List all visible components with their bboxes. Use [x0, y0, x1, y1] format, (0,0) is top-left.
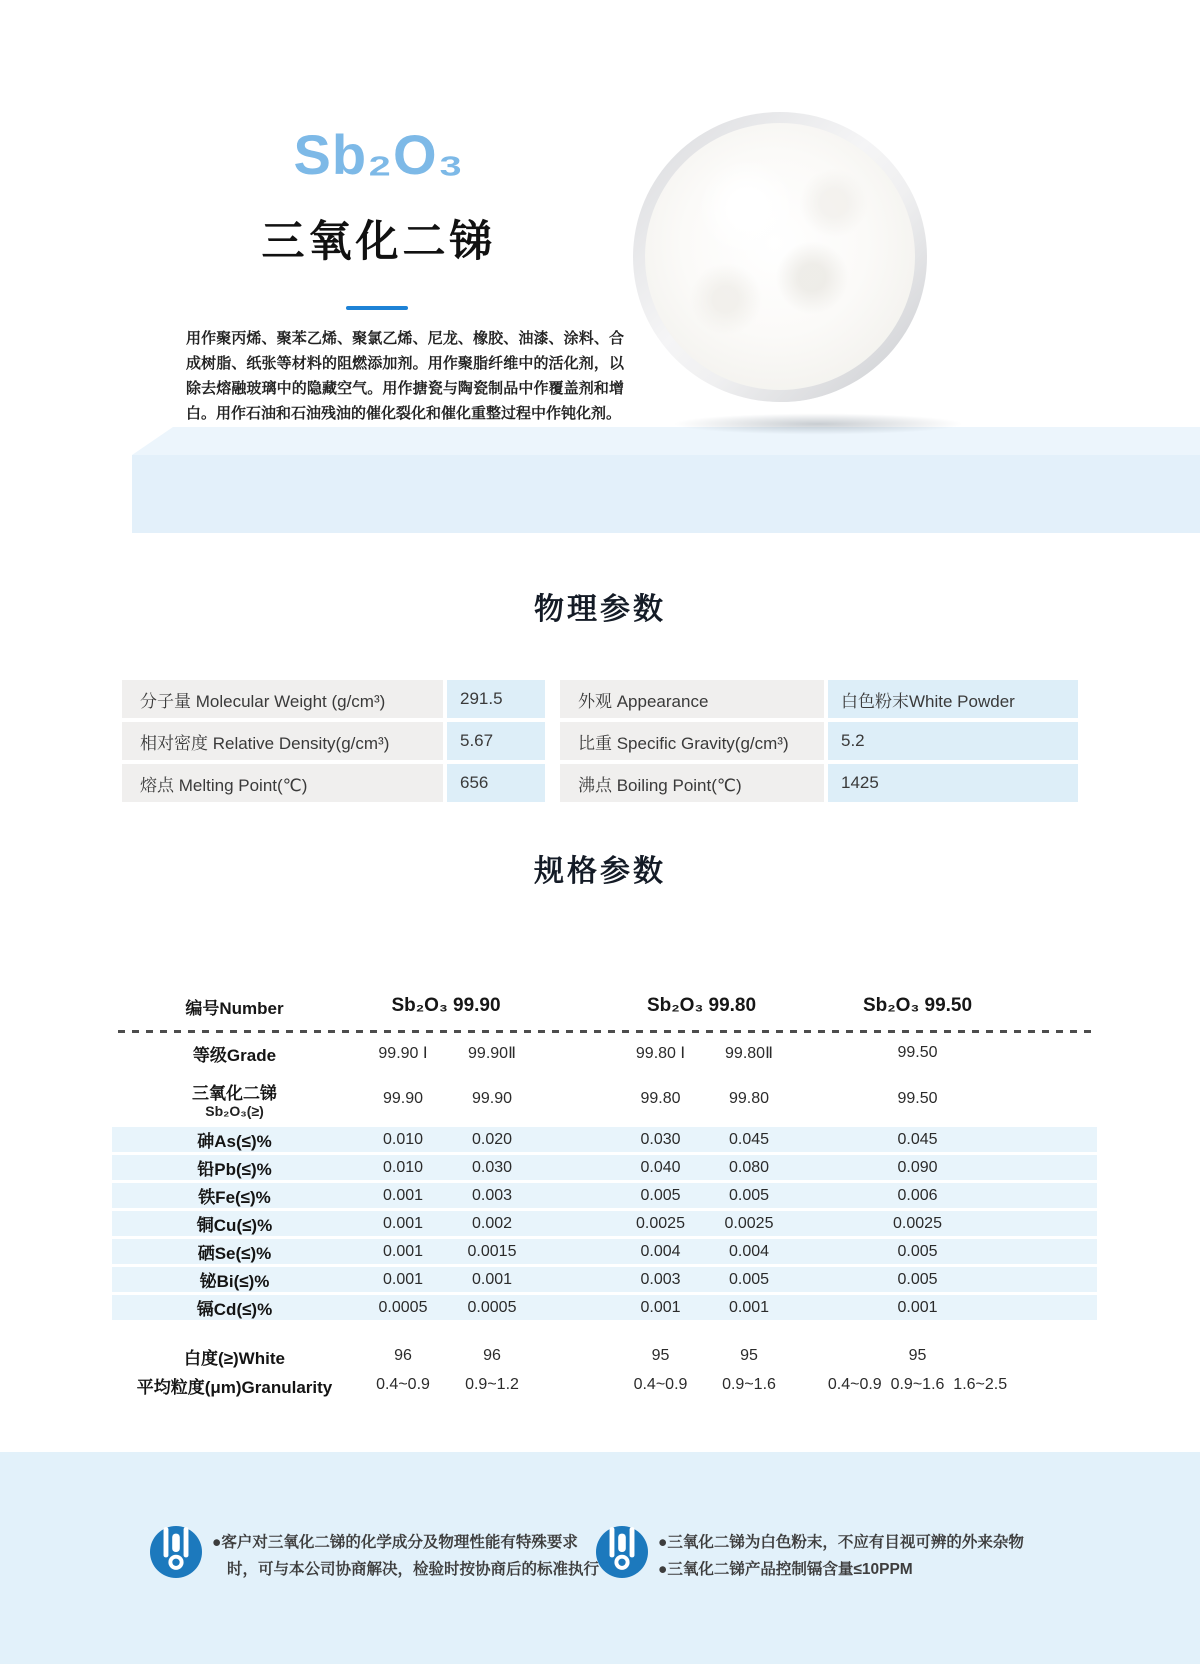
- spec-row-label: 铅Pb(≤)%: [197, 1160, 272, 1179]
- spec-cell: 0.005: [897, 1270, 938, 1288]
- spec-cell: 99.90: [382, 1090, 424, 1107]
- physical-value: 白色粉末White Powder: [828, 680, 1078, 718]
- spec-cell: 0.090: [897, 1158, 938, 1176]
- spec-cell: 0.010: [382, 1158, 424, 1176]
- physical-parameters-table: [122, 680, 1078, 806]
- note-customer: [212, 1529, 599, 1583]
- spec-row-label-main: 三氧化二锑: [192, 1084, 277, 1103]
- physical-row: [122, 764, 1078, 802]
- spec-header-number: 编号Number: [185, 998, 284, 1018]
- spec-row-bi: [112, 1267, 1097, 1292]
- product-name-cn: 三氧化二锑: [261, 218, 497, 266]
- spec-cell: 0.003: [640, 1270, 681, 1288]
- note-line: 时，可与本公司协商解决，检验时按协商后的标准执行: [227, 1561, 600, 1578]
- spec-cell: 96: [394, 1347, 412, 1364]
- spec-table: [112, 984, 1097, 1400]
- physical-label: 相对密度 Relative Density(g/cm³): [122, 722, 443, 760]
- spec-cell: 0.0025: [724, 1214, 774, 1232]
- spec-cell: 0.006: [897, 1186, 938, 1204]
- spec-header-group-9990: Sb₂O₃ 99.90: [391, 995, 501, 1016]
- alert-icon: [596, 1526, 648, 1578]
- physical-value: 5.2: [828, 722, 1078, 760]
- product-description: 用作聚丙烯、聚苯乙烯、聚氯乙烯、尼龙、橡胶、油漆、涂料、合成树脂、纸张等材料的阻燃添加剂。用作聚脂纤维中的活化剂，以除去熔融玻璃中的隐藏空气。用作搪瓷与陶瓷制品中作覆盖剂和增白。用作石油和石油残油的催化裂化和催化重整过程中作钝化剂。: [186, 330, 624, 422]
- spec-cell: 0.045: [897, 1130, 938, 1148]
- physical-value: 291.5: [447, 680, 545, 718]
- spec-cell: 99.80: [728, 1090, 770, 1107]
- spec-header-group-9950: Sb₂O₃ 99.50: [862, 995, 973, 1016]
- spec-cell: 0.080: [728, 1158, 770, 1176]
- spec-cell: 0.4~0.9: [633, 1376, 688, 1393]
- spec-cell: 99.50: [897, 1044, 938, 1061]
- spec-row-pb: [112, 1155, 1097, 1180]
- spec-cell: 0.0025: [636, 1214, 685, 1232]
- spec-row-cd: [112, 1295, 1097, 1320]
- spec-cell: 99.80: [640, 1090, 681, 1107]
- product-photo-powder: [645, 123, 915, 390]
- spec-row-label: [112, 1079, 357, 1119]
- spec-cell: 99.90Ⅱ: [468, 1045, 516, 1062]
- spec-cell: 0.0015: [467, 1242, 517, 1260]
- section-title-physical: 物理参数: [534, 593, 666, 626]
- spec-cell: 99.90 Ⅰ: [378, 1045, 428, 1062]
- physical-label: 分子量 Molecular Weight (g/cm³): [122, 680, 443, 718]
- spec-cell: 0.4~0.9: [376, 1376, 430, 1393]
- note-line: ●三氧化二锑产品控制镉含量≤10PPM: [658, 1561, 913, 1578]
- spec-cell: 95: [651, 1347, 670, 1364]
- spec-row-grade: [112, 1035, 1097, 1071]
- spec-row-label: 镉Cd(≤)%: [196, 1300, 273, 1319]
- product-photo-shadow: [668, 413, 968, 435]
- spec-cell: 0.020: [471, 1130, 513, 1148]
- spec-cell: 0.4~0.9 0.9~1.6 1.6~2.5: [827, 1376, 1008, 1393]
- spec-cell: 0.003: [471, 1186, 513, 1204]
- spec-row-cu: [112, 1211, 1097, 1236]
- column-gap: [545, 680, 560, 718]
- spec-row-fe: [112, 1183, 1097, 1208]
- spec-row-label: 等级Grade: [192, 1045, 277, 1065]
- spec-cell: 0.030: [471, 1158, 513, 1176]
- spec-cell: 0.005: [728, 1270, 770, 1288]
- dashed-divider: [118, 1030, 1091, 1033]
- spec-row-label: 硒Se(≤)%: [197, 1244, 272, 1263]
- spec-row-label: 砷As(≤)%: [197, 1132, 272, 1151]
- physical-label: 比重 Specific Gravity(g/cm³): [560, 722, 824, 760]
- column-gap: [545, 764, 560, 802]
- spec-header-row: [112, 984, 1097, 1028]
- physical-row: [122, 722, 1078, 760]
- spec-cell: 99.90: [471, 1090, 513, 1107]
- spec-cell: 0.9~1.2: [465, 1376, 519, 1393]
- spec-cell: 99.80Ⅱ: [725, 1045, 773, 1062]
- spec-cell: 99.50: [897, 1090, 938, 1107]
- spec-cell: 0.001: [897, 1298, 938, 1316]
- note-product: [658, 1529, 1024, 1583]
- physical-label: 外观 Appearance: [560, 680, 824, 718]
- title-underline-decoration: [346, 306, 408, 310]
- spec-row-label: 铋Bi(≤)%: [199, 1272, 270, 1291]
- platform-front-decoration: [132, 455, 1200, 533]
- physical-value: 1425: [828, 764, 1078, 802]
- spec-cell: 0.001: [728, 1298, 770, 1316]
- spec-cell: 0.001: [382, 1270, 424, 1288]
- spec-cell: 0.010: [382, 1130, 424, 1148]
- spec-row-label-sub: Sb₂O₃(≥): [205, 1103, 264, 1119]
- spec-cell: 0.045: [728, 1130, 770, 1148]
- spec-cell: 96: [483, 1347, 501, 1364]
- spec-row-label: 平均粒度(μm)Granularity: [136, 1377, 333, 1397]
- spec-cell: 0.040: [640, 1158, 681, 1176]
- spec-row-whiteness: [112, 1342, 1097, 1370]
- spec-row-granularity: [112, 1370, 1097, 1400]
- physical-value: 656: [447, 764, 545, 802]
- spec-cell: 0.001: [382, 1186, 424, 1204]
- spec-cell: 95: [740, 1347, 758, 1364]
- spec-cell: 95: [908, 1347, 927, 1364]
- product-formula-title: Sb₂O₃: [293, 123, 465, 186]
- column-gap: [545, 722, 560, 760]
- spec-cell: 0.005: [640, 1186, 681, 1204]
- note-line: ●客户对三氧化二锑的化学成分及物理性能有特殊要求: [212, 1534, 578, 1551]
- spec-cell: 0.030: [640, 1130, 681, 1148]
- note-line: ●三氧化二锑为白色粉末，不应有目视可辨的外来杂物: [658, 1534, 1024, 1551]
- spec-cell: 0.001: [382, 1214, 424, 1232]
- physical-label: 熔点 Melting Point(℃): [122, 764, 443, 802]
- spec-cell: 0.002: [471, 1214, 513, 1232]
- spec-header-group-9980: Sb₂O₃ 99.80: [646, 995, 757, 1016]
- spec-cell: 0.004: [728, 1242, 770, 1260]
- physical-label: 沸点 Boiling Point(℃): [560, 764, 824, 802]
- physical-value: 5.67: [447, 722, 545, 760]
- spec-row-sb2o3: [112, 1071, 1097, 1127]
- spec-cell: 0.005: [897, 1242, 938, 1260]
- spec-row-label: 铁Fe(≤)%: [198, 1188, 271, 1207]
- alert-icon: [150, 1526, 202, 1578]
- spec-cell: 0.001: [471, 1270, 513, 1288]
- spec-cell: 0.0005: [378, 1298, 428, 1316]
- spec-cell: 0.001: [382, 1242, 424, 1260]
- spec-row-label: 白度(≥)White: [184, 1348, 285, 1368]
- platform-top-decoration: [132, 427, 1200, 455]
- spec-row-label: 铜Cu(≤)%: [196, 1216, 273, 1235]
- spec-row-se: [112, 1239, 1097, 1264]
- spec-cell: 0.005: [728, 1186, 770, 1204]
- spec-cell: 0.0025: [893, 1214, 942, 1232]
- spec-cell: 0.0005: [467, 1298, 517, 1316]
- spec-cell: 0.001: [640, 1298, 681, 1316]
- spec-cell: 0.9~1.6: [722, 1376, 776, 1393]
- section-title-spec: 规格参数: [534, 855, 666, 888]
- spec-row-as: [112, 1127, 1097, 1152]
- spec-cell: 0.004: [640, 1242, 681, 1260]
- physical-row: [122, 680, 1078, 718]
- spec-cell: 99.80 Ⅰ: [635, 1045, 686, 1062]
